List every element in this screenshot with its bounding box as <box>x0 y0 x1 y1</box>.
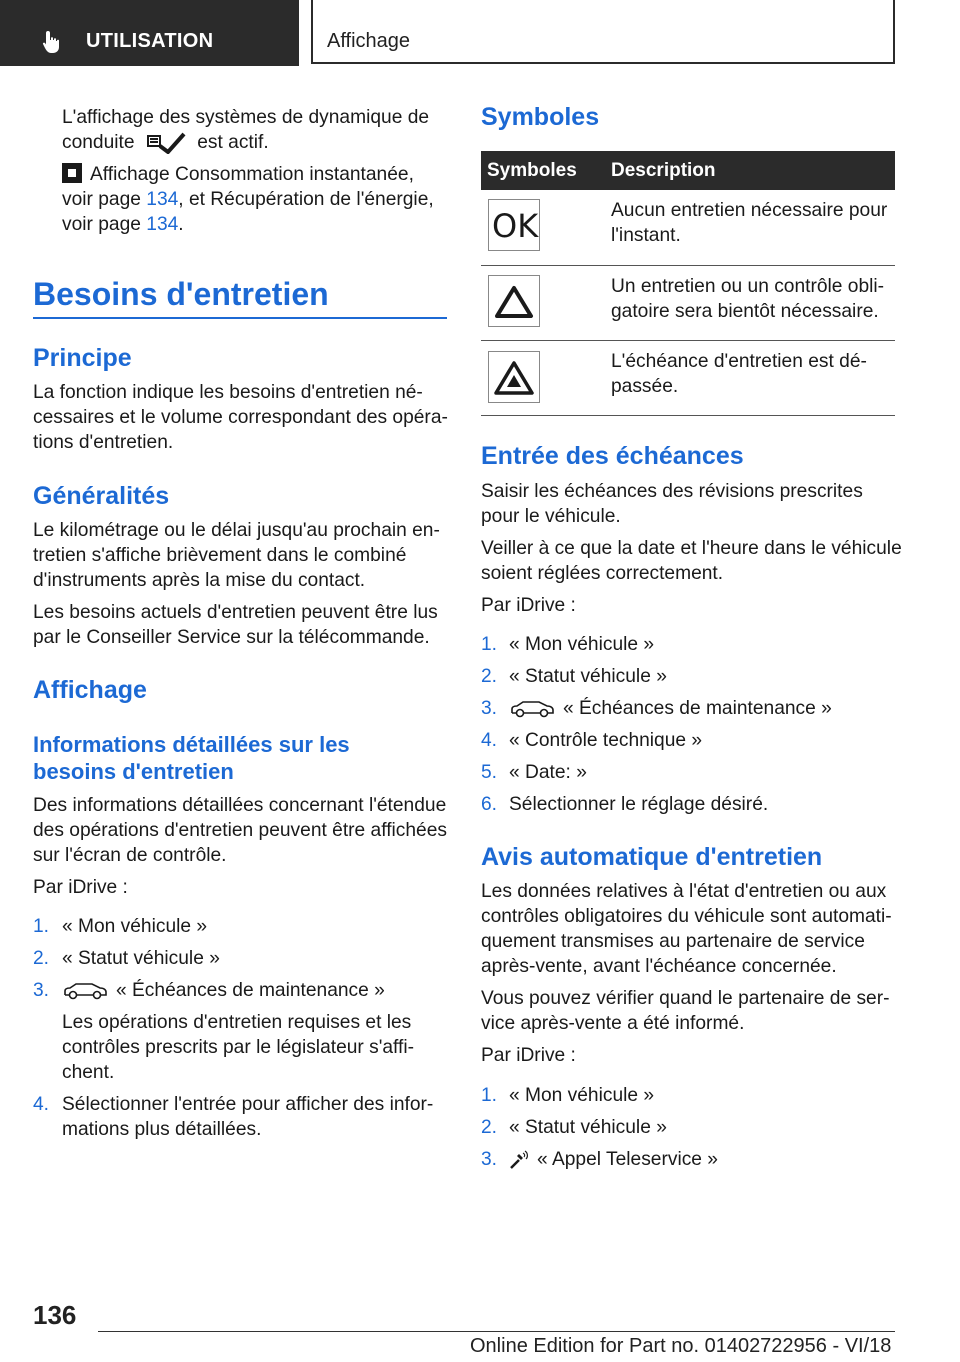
entree-line-2: pour le véhicule. <box>481 506 621 527</box>
step-text: « Échéances de maintenance » <box>563 698 832 719</box>
generalites-line-1: Le kilométrage ou le délai jusqu'au prochain en- <box>33 520 440 541</box>
entree2-line-2: soient réglées correctement. <box>481 563 724 584</box>
step-text: Sélectionner le réglage désiré. <box>509 794 769 815</box>
title-principe: Principe <box>33 344 132 372</box>
title-generalites: Généralités <box>33 482 170 510</box>
pointing-hand-icon <box>38 28 66 56</box>
page-link-134-a[interactable]: 134 <box>146 189 179 210</box>
row2-desc-line-1: Un entretien ou un contrôle obli- <box>611 276 885 297</box>
step-number: 2. <box>481 1117 498 1138</box>
infos-line-2: des opérations d'entretien peuvent être affichées <box>33 820 447 841</box>
step-number: 4. <box>33 1094 50 1115</box>
step3-desc-line-3: chent. <box>62 1062 115 1083</box>
row1-desc-line-2: l'instant. <box>611 225 681 246</box>
step-number: 1. <box>33 916 50 937</box>
table-header <box>481 151 895 190</box>
generalites-line-2: tretien s'affiche brièvement dans le combiné <box>33 545 407 566</box>
bullet-text-3b: . <box>178 214 184 235</box>
step3-desc-line-2: contrôles prescrits par le législateur s'affi- <box>62 1037 415 1058</box>
row1-desc-line-1: Aucun entretien nécessaire pour <box>611 200 888 221</box>
step-text: « Mon véhicule » <box>509 1085 655 1106</box>
row2-desc-line-2: gatoire sera bientôt nécessaire. <box>611 301 879 322</box>
step-3-line <box>62 978 385 1003</box>
step-text: « Statut véhicule » <box>509 1117 667 1138</box>
row3-desc-line-2: passée. <box>611 376 679 397</box>
bullet-line-2 <box>62 187 434 212</box>
ok-symbol-text: OK <box>492 207 539 245</box>
col-header-description: Description <box>611 160 716 181</box>
step-3-line <box>509 696 832 721</box>
step3-desc-line-1: Les opérations d'entretien requises et les <box>62 1012 412 1033</box>
bullet-text-2a: voir page <box>62 189 141 210</box>
title-infos-line-1: Informations détaillées sur les <box>33 732 350 757</box>
table-row-divider <box>481 265 895 266</box>
step-text: « Statut véhicule » <box>62 948 220 969</box>
bullet-text-2b: , et Récupération de l'énergie, <box>178 189 434 210</box>
intro-text-b: est actif. <box>197 132 269 153</box>
generalites2-line-2: par le Conseiller Service sur la télécommande. <box>33 627 430 648</box>
title-besoins-entretien: Besoins d'entretien <box>33 276 329 312</box>
step-number: 3. <box>481 698 498 719</box>
step-3-line <box>509 1147 718 1172</box>
square-bullet-icon <box>62 163 82 183</box>
wrench-teleservice-icon <box>509 1150 529 1170</box>
chapter-tab[interactable] <box>311 0 895 64</box>
generalites-line-3: d'instruments après la mise du contact. <box>33 570 366 591</box>
title-affichage: Affichage <box>33 676 147 704</box>
generalites2-line-1: Les besoins actuels d'entretien peuvent être lus <box>33 602 438 623</box>
entree2-line-1: Veiller à ce que la date et l'heure dans le véhicule <box>481 538 902 559</box>
chapter-label: Affichage <box>327 30 411 52</box>
step-text: « Statut véhicule » <box>509 666 667 687</box>
page-header <box>0 0 960 66</box>
step-number: 2. <box>33 948 50 969</box>
page-link-134-b[interactable]: 134 <box>146 214 179 235</box>
entree-line-1: Saisir les échéances des révisions prescrites <box>481 481 863 502</box>
row3-desc-line-1: L'échéance d'entretien est dé- <box>611 351 867 372</box>
par-idrive-left: Par iDrive : <box>33 877 128 898</box>
title-entree-echeances: Entrée des échéances <box>481 442 744 470</box>
step-text: « Échéances de maintenance » <box>116 980 385 1001</box>
col-header-symboles: Symboles <box>487 160 577 181</box>
avis-line-2: contrôles obligatoires du véhicule sont automati- <box>481 906 892 927</box>
step-text: « Mon véhicule » <box>62 916 208 937</box>
bullet-line-3 <box>62 212 184 237</box>
car-icon <box>62 981 108 1001</box>
avis-line-3: quement transmises au partenaire de service <box>481 931 865 952</box>
driving-dynamics-icon <box>146 132 186 154</box>
par-idrive-right-2: Par iDrive : <box>481 1045 576 1066</box>
step-number: 5. <box>481 762 498 783</box>
bullet-text-3a: voir page <box>62 214 141 235</box>
car-icon <box>509 699 555 719</box>
step-number: 4. <box>481 730 498 751</box>
avis-line-4: après-vente, avant l'échéance concernée. <box>481 956 837 977</box>
step-number: 1. <box>481 634 498 655</box>
warning-triangle-svg <box>489 276 539 326</box>
principe-line-3: tions d'entretien. <box>33 432 174 453</box>
filled-warning-triangle-svg <box>489 352 539 402</box>
section-tab[interactable] <box>0 0 299 66</box>
step-number: 3. <box>33 980 50 1001</box>
title-symboles: Symboles <box>481 103 600 131</box>
step-text: « Contrôle technique » <box>509 730 703 751</box>
infos-line-1: Des informations détaillées concernant l'étendue <box>33 795 447 816</box>
table-row-divider <box>481 415 895 416</box>
section-label: UTILISATION <box>86 30 214 52</box>
infos-line-3: sur l'écran de contrôle. <box>33 845 227 866</box>
step4-line-2: mations plus détaillées. <box>62 1119 262 1140</box>
title-avis-automatique: Avis automatique d'entretien <box>481 843 823 871</box>
step-number: 2. <box>481 666 498 687</box>
bullet-line-1 <box>62 162 414 187</box>
page-number: 136 <box>33 1300 77 1330</box>
ok-icon <box>488 199 540 251</box>
avis2-line-2: vice après-vente a été informé. <box>481 1013 745 1034</box>
principe-line-1: La fonction indique les besoins d'entretien né- <box>33 382 423 403</box>
intro-line-2 <box>62 130 269 155</box>
par-idrive-right: Par iDrive : <box>481 595 576 616</box>
intro-text-a: conduite <box>62 132 135 153</box>
step-text: « Mon véhicule » <box>509 634 655 655</box>
title-infos-line-2: besoins d'entretien <box>33 759 234 784</box>
step-text: Sélectionner l'entrée pour afficher des infor- <box>62 1094 434 1115</box>
avis-line-1: Les données relatives à l'état d'entretien ou aux <box>481 881 887 902</box>
step-text: « Appel Teleservice » <box>537 1149 718 1170</box>
step-number: 1. <box>481 1085 498 1106</box>
table-row-divider <box>481 340 895 341</box>
intro-line-1: L'affichage des systèmes de dynamique de <box>62 107 430 128</box>
title-underline <box>33 317 447 319</box>
step-text: « Date: » <box>509 762 587 783</box>
bullet-text-1: Affichage Consommation instantanée, <box>90 164 414 185</box>
principe-line-2: cessaires et le volume correspondant des opéra- <box>33 407 448 428</box>
edition-text: Online Edition for Part no. 01402722956 - VI/18 <box>470 1335 892 1357</box>
warning-triangle-icon <box>488 275 540 327</box>
step-number: 3. <box>481 1149 498 1170</box>
step-number: 6. <box>481 794 498 815</box>
footer-divider <box>98 1331 895 1332</box>
filled-warning-triangle-icon <box>488 351 540 403</box>
avis2-line-1: Vous pouvez vérifier quand le partenaire de ser- <box>481 988 890 1009</box>
